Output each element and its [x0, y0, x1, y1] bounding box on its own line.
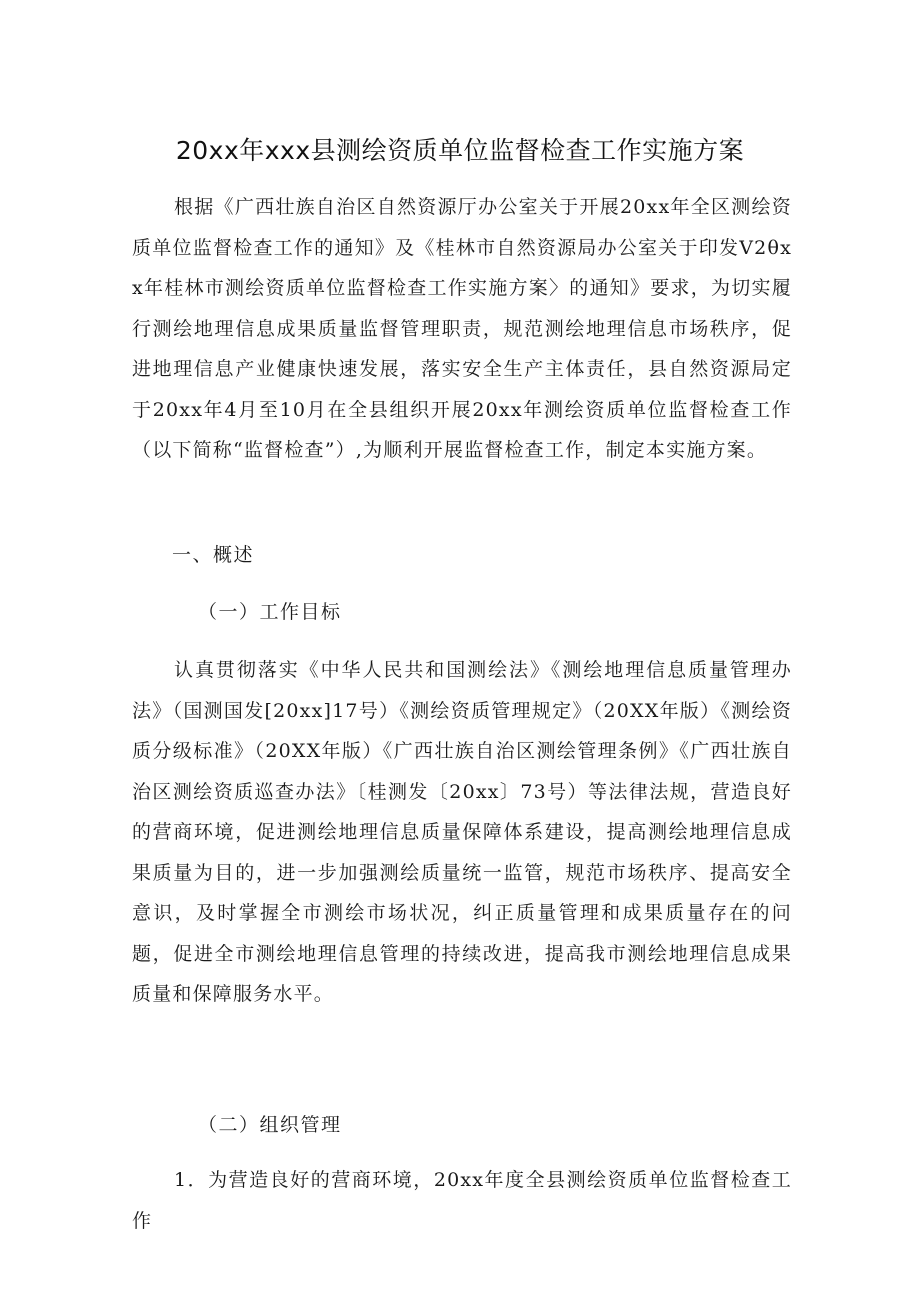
- intro-paragraph: 根据《广西壮族自治区自然资源厅办公室关于开展20xx年全区测绘资质单位监督检查工作的通知》及《桂林市自然资源局办公室关于印发V2θxx年桂林市测绘资质单位监督检查工作实施方案〉的通知》要求，为切实履行测绘地理信息成果质量监督管理职责，规范测绘地理信息市场秩序，促进地理信息产业健康快速发展，落实安全生产主体责任，县自然资源局定于20xx年4月至10月在全县组织开展20xx年测绘资质单位监督检查工作（以下简称“监督检查”）,为顺利开展监督检查工作，制定本实施方案。: [132, 196, 792, 461]
- subsection-heading-organization: （二）组织管理: [198, 1114, 342, 1136]
- section-heading-overview: 一、概述: [172, 544, 255, 566]
- document-title: 20xx年xxx县测绘资质单位监督检查工作实施方案: [175, 136, 745, 165]
- item-1-paragraph: 1．为营造良好的营商环境，20xx年度全县测绘资质单位监督检查工作: [132, 1169, 792, 1232]
- subsection-heading-goals: （一）工作目标: [198, 601, 342, 623]
- goal-paragraph: 认真贯彻落实《中华人民共和国测绘法》《测绘地理信息质量管理办法》（国测国发[20xx]17号）《测绘资质管理规定》（20XX年版）《测绘资质分级标准》（20XX年版）《广西壮族自治区测绘管理条例》《广西壮族自治区测绘资质巡查办法》〔桂测发〔20xx〕73号）等法律法规，营造良好的营商环境，促进测绘地理信息质量保障体系建设，提高测绘地理信息成果质量为目的，进一步加强测绘质量统一监管，规范市场秩序、提高安全意识，及时掌握全市测绘市场状况，纠正质量管理和成果质量存在的问题，促进全市测绘地理信息管理的持续改进，提高我市测绘地理信息成果质量和保障服务水平。: [132, 659, 792, 1005]
